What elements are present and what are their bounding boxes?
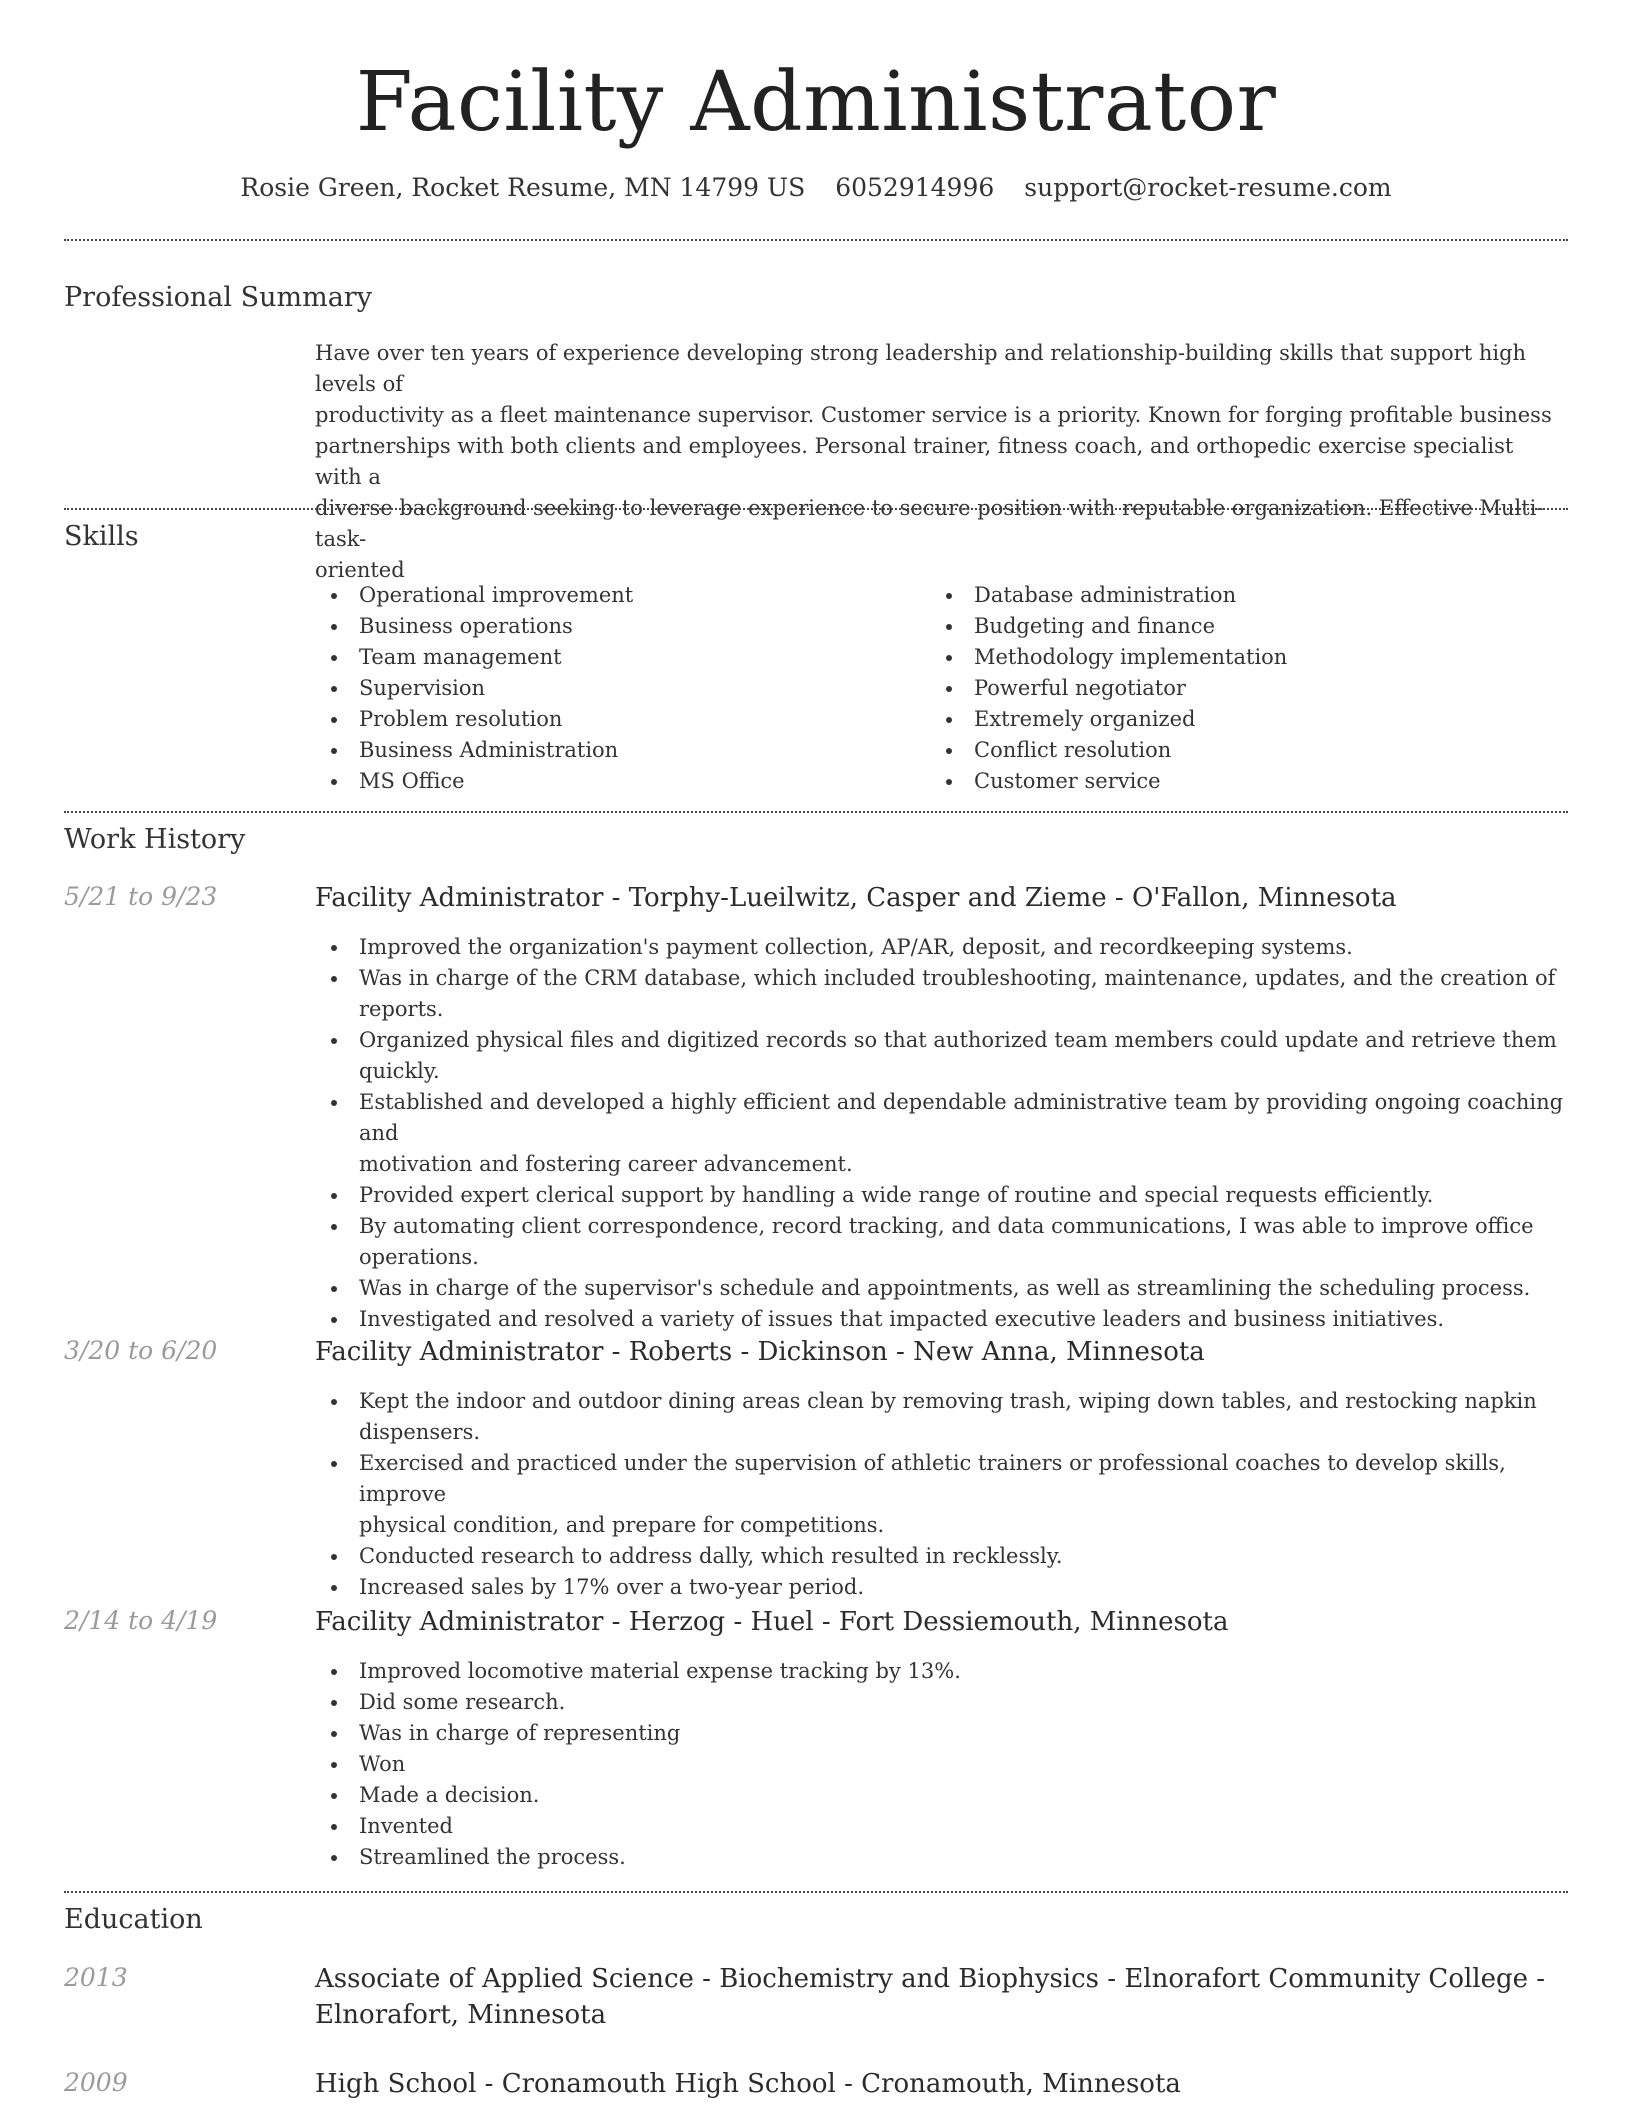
job-bullet	[315, 1025, 1565, 1087]
bullet-line: Organized physical files and digitized records so that authorized team members could update and retrieve them	[359, 1028, 1557, 1052]
job-title: Facility Administrator - Roberts - Dickinson - New Anna, Minnesota	[315, 1337, 1205, 1367]
summary-line: productivity as a fleet maintenance supervisor. Customer service is a priority. Known for forging profitable business	[315, 403, 1552, 427]
summary-line: Have over ten years of experience developing strong leadership and relationship-building skills that support high levels of	[315, 341, 1527, 396]
summary-line: diverse background seeking to leverage experience to secure position with reputable organization. Effective Multi-task-	[315, 496, 1544, 551]
job-bullet	[315, 1386, 1565, 1448]
bullet-line: Improved the organization's payment collection, AP/AR, deposit, and recordkeeping systems.	[359, 935, 1353, 959]
summary-line: partnerships with both clients and employees. Personal trainer, fitness coach, and orthopedic exercise specialist with a	[315, 434, 1514, 489]
skill-item: Powerful negotiator	[930, 673, 1530, 704]
skills-column-left	[315, 580, 915, 797]
job-date: 5/21 to 9/23	[64, 882, 218, 911]
job-bullet: Streamlined the process.	[315, 1842, 1565, 1873]
skill-item: Methodology implementation	[930, 642, 1530, 673]
contact-email[interactable]: support@rocket-resume.com	[1024, 173, 1392, 202]
skills-column-right	[930, 580, 1530, 797]
bullet-line: Provided expert clerical support by handling a wide range of routine and special requests efficiently.	[359, 1183, 1434, 1207]
bullet-line: motivation and fostering career advancement.	[359, 1152, 853, 1176]
skill-item: Business operations	[315, 611, 915, 642]
work-heading: Work History	[64, 824, 246, 855]
education-entry	[315, 1961, 1565, 2033]
section-divider	[64, 239, 1568, 241]
bullet-line: Established and developed a highly efficient and dependable administrative team by providing ongoing coaching and	[359, 1090, 1564, 1145]
skill-item: Budgeting and finance	[930, 611, 1530, 642]
education-date: 2013	[64, 1963, 128, 1992]
job-bullet: Won	[315, 1749, 1565, 1780]
bullet-line: Investigated and resolved a variety of issues that impacted executive leaders and business initiatives.	[359, 1307, 1445, 1331]
skill-item: Team management	[315, 642, 915, 673]
job-title: Facility Administrator - Herzog - Huel - Fort Dessiemouth, Minnesota	[315, 1607, 1229, 1637]
education-degree: High School	[315, 2069, 477, 2099]
summary-text	[315, 338, 1565, 586]
job-bullet	[315, 1572, 1565, 1603]
skill-item: MS Office	[315, 766, 915, 797]
contact-phone: 6052914996	[835, 173, 995, 202]
job-bullet	[315, 1180, 1565, 1211]
skill-item: Business Administration	[315, 735, 915, 766]
summary-heading: Professional Summary	[64, 282, 372, 313]
bullet-line: Was in charge of the CRM database, which included troubleshooting, maintenance, updates, and the creation of	[359, 966, 1556, 990]
skill-item: Database administration	[930, 580, 1530, 611]
bullet-line: Conducted research to address dally, which resulted in recklessly.	[359, 1544, 1063, 1568]
bullet-line: Was in charge of the supervisor's schedule and appointments, as well as streamlining the scheduling process.	[359, 1276, 1531, 1300]
job-bullet: Did some research.	[315, 1687, 1565, 1718]
job-bullet	[315, 1211, 1565, 1273]
education-detail: Elnorafort, Minnesota	[315, 2000, 607, 2030]
skill-item: Customer service	[930, 766, 1530, 797]
contact-address: Rosie Green, Rocket Resume, MN 14799 US	[240, 173, 806, 202]
job-bullet	[315, 1448, 1565, 1541]
job-bullets	[315, 1386, 1565, 1603]
education-detail: - Cronamouth High School - Cronamouth, Minnesota	[476, 2069, 1181, 2099]
summary-line: oriented	[315, 558, 405, 582]
bullet-line: By automating client correspondence, record tracking, and data communications, I was able to improve office	[359, 1214, 1534, 1238]
job-date: 3/20 to 6/20	[64, 1336, 218, 1365]
skill-item: Problem resolution	[315, 704, 915, 735]
skill-item: Conflict resolution	[930, 735, 1530, 766]
section-divider	[64, 1891, 1568, 1893]
education-entry	[315, 2066, 1565, 2102]
job-bullet	[315, 932, 1565, 963]
job-bullet: Invented	[315, 1811, 1565, 1842]
bullet-line: Increased sales by 17% over a two-year period.	[359, 1575, 865, 1599]
education-detail: - Biochemistry and Biophysics - Elnorafort Community College -	[693, 1964, 1546, 1994]
skill-item: Operational improvement	[315, 580, 915, 611]
job-title: Facility Administrator - Torphy-Lueilwitz, Casper and Zieme - O'Fallon, Minnesota	[315, 883, 1397, 913]
job-bullets	[315, 932, 1565, 1335]
bullet-line: Kept the indoor and outdoor dining areas clean by removing trash, wiping down tables, and restocking napkin	[359, 1389, 1537, 1413]
job-bullet	[315, 1304, 1565, 1335]
section-divider	[64, 508, 1568, 510]
bullet-line: dispensers.	[359, 1420, 481, 1444]
education-degree: Associate of Applied Science	[315, 1964, 694, 1994]
job-bullet: Improved locomotive material expense tracking by 13%.	[315, 1656, 1565, 1687]
resume-title: Facility Administrator	[355, 55, 1277, 150]
job-bullet	[315, 1087, 1565, 1180]
skills-heading: Skills	[64, 521, 139, 552]
job-bullets	[315, 1656, 1565, 1873]
job-bullet	[315, 1273, 1565, 1304]
education-date: 2009	[64, 2068, 128, 2097]
education-heading: Education	[64, 1904, 203, 1935]
job-date: 2/14 to 4/19	[64, 1606, 218, 1635]
contact-line	[0, 170, 1632, 206]
skill-item: Supervision	[315, 673, 915, 704]
job-bullet: Made a decision.	[315, 1780, 1565, 1811]
bullet-line: operations.	[359, 1245, 479, 1269]
skill-item: Extremely organized	[930, 704, 1530, 735]
section-divider	[64, 811, 1568, 813]
bullet-line: quickly.	[359, 1059, 440, 1083]
job-bullet	[315, 963, 1565, 1025]
bullet-line: physical condition, and prepare for competitions.	[359, 1513, 885, 1537]
bullet-line: reports.	[359, 997, 444, 1021]
job-bullet	[315, 1541, 1565, 1572]
bullet-line: Exercised and practiced under the supervision of athletic trainers or professional coaches to develop skills, improve	[359, 1451, 1506, 1506]
job-bullet: Was in charge of representing	[315, 1718, 1565, 1749]
